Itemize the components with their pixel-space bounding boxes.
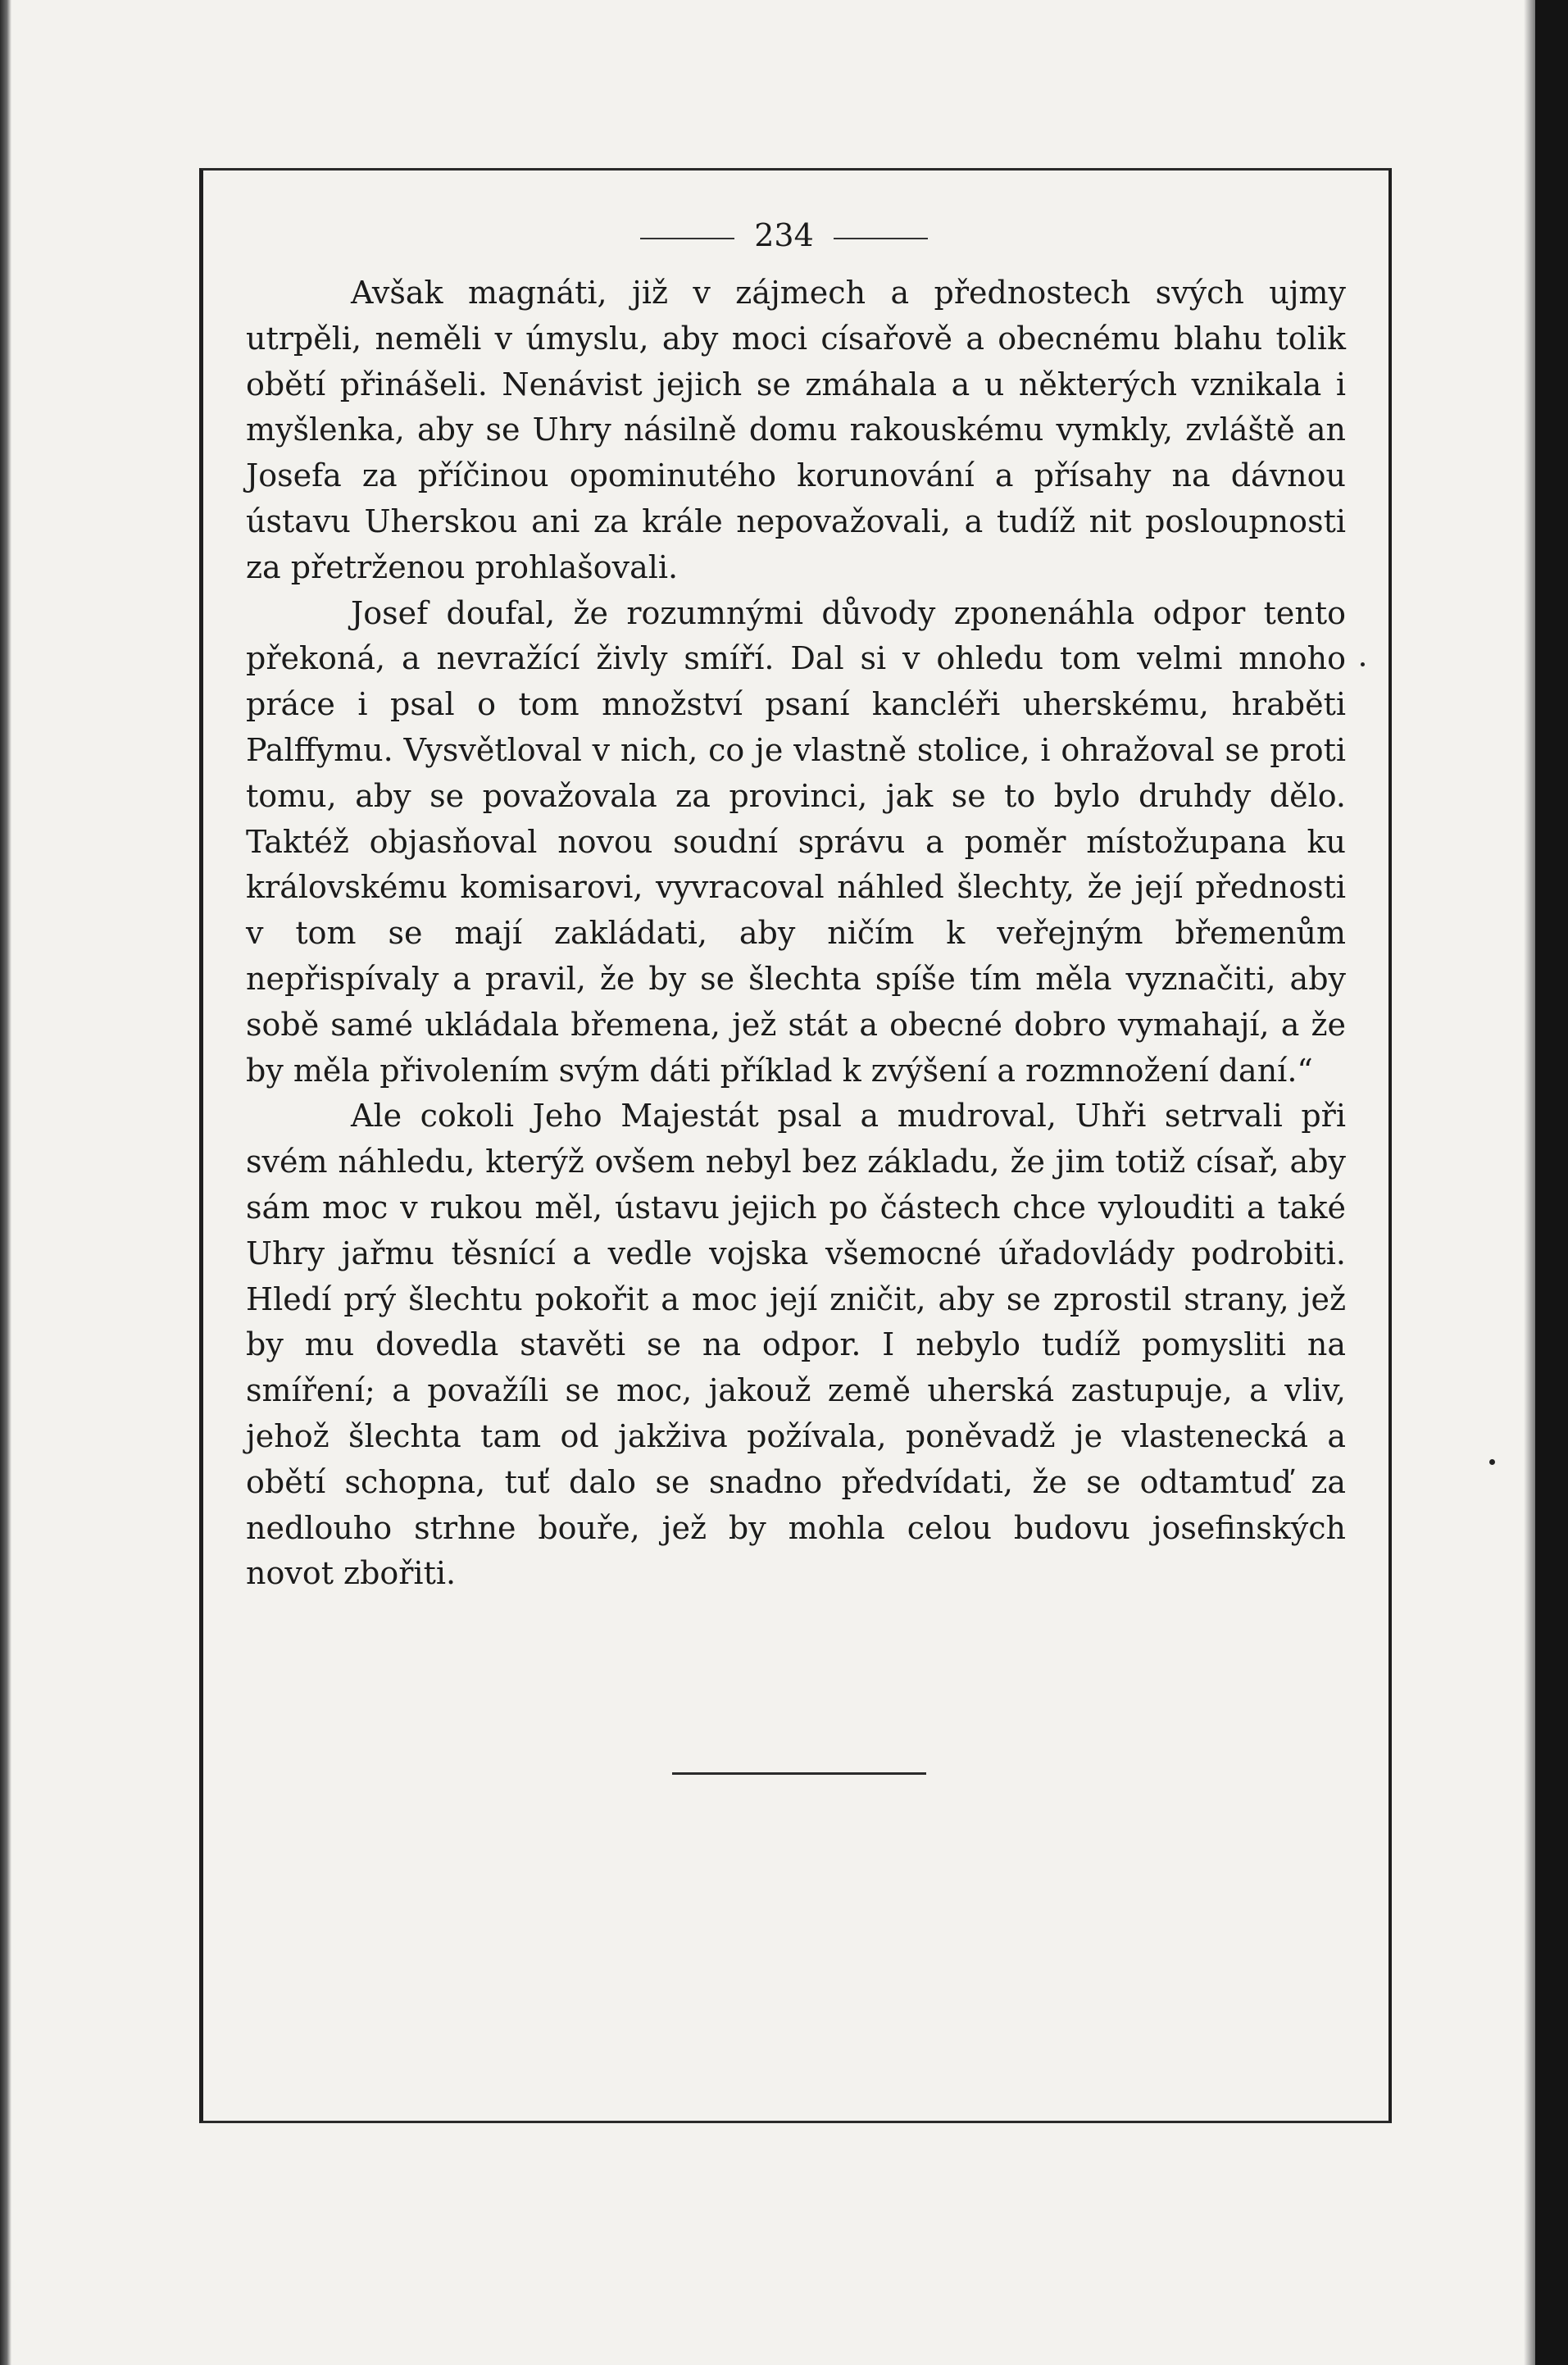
end-rule	[672, 1772, 926, 1775]
page-header	[0, 215, 1568, 256]
paragraph-3: Ale cokoli Jeho Majestát psal a mudroval, Uhři setrvali při svém náhledu, kterýž ovšem nebyl bez základu, že jim totiž císař, aby sám moc v rukou měl, ústavu jejich po částech chce vylouditi a také Uhry jařmu těsnící a vedle vojska všemocné úřadovlády podrobiti. Hledí prý šlechtu pokořit a moc její zničit, aby se zprostil strany, jež by mu dovedla stavěti se na odpor. I nebylo tudíž pomysliti na smíření; a považíli se moc, jakouž země uherská zastupuje, a vliv, jehož šlechta tam od jakživa požívala, poněvadž je vlastenecká a obětí schopna, tuť dalo se snadno předvídati, že se odtamtuď za nedlouho strhne bouře, jež by mohla celou budovu josefinských novot zbořiti.	[246, 1098, 1346, 1592]
scan-speck	[1489, 1459, 1495, 1465]
page-number: 234	[754, 217, 814, 253]
scan-edge-right-fade	[1524, 0, 1535, 2365]
scan-edge-left	[0, 0, 11, 2365]
paragraph-2: Josef doufal, že rozumnými důvody zponenáhla odpor tento překoná, a nevražící živly smíří. Dal si v ohledu tom velmi mnoho práce i psal o tom množství psaní kancléři uherskému, hraběti Palffymu. Vysvětloval v nich, co je vlastně stolice, i ohražoval se proti tomu, aby se považovala za provinci, jak se to bylo druhdy dělo. Taktéž objasňoval novou soudní správu a poměr místožupana ku královskému komisarovi, vyvracoval náhled šlechty, že její přednosti v tom se mají zakládati, aby ničím k veřejným břemenům nepřispívaly a pravil, že by se šlechta spíše tím měla vyznačiti, aby sobě samé ukládala břemena, jež stát a obecné dobro vymahají, a že by měla přivolením svým dáti příklad k zvýšení a rozmnožení daní.“	[246, 594, 1346, 1089]
scan-speck-small	[1361, 662, 1365, 666]
body-text	[246, 271, 1346, 1597]
header-rule-left	[640, 238, 734, 239]
paragraph-1: Avšak magnáti, již v zájmech a přednostech svých ujmy utrpěli, neměli v úmyslu, aby moci císařově a obecnému blahu tolik obětí přinášeli. Nenávist jejich se zmáhala a u některých vznikala i myšlenka, aby se Uhry násilně domu rakouskému vymkly, zvláště an Josefa za příčinou opominutého korunování a přísahy na dávnou ústavu Uherskou ani za krále nepovažovali, a tudíž nit posloupnosti za přetrženou prohlašovali.	[246, 275, 1346, 585]
scan-edge-right	[1535, 0, 1568, 2365]
header-rule-right	[834, 238, 928, 239]
